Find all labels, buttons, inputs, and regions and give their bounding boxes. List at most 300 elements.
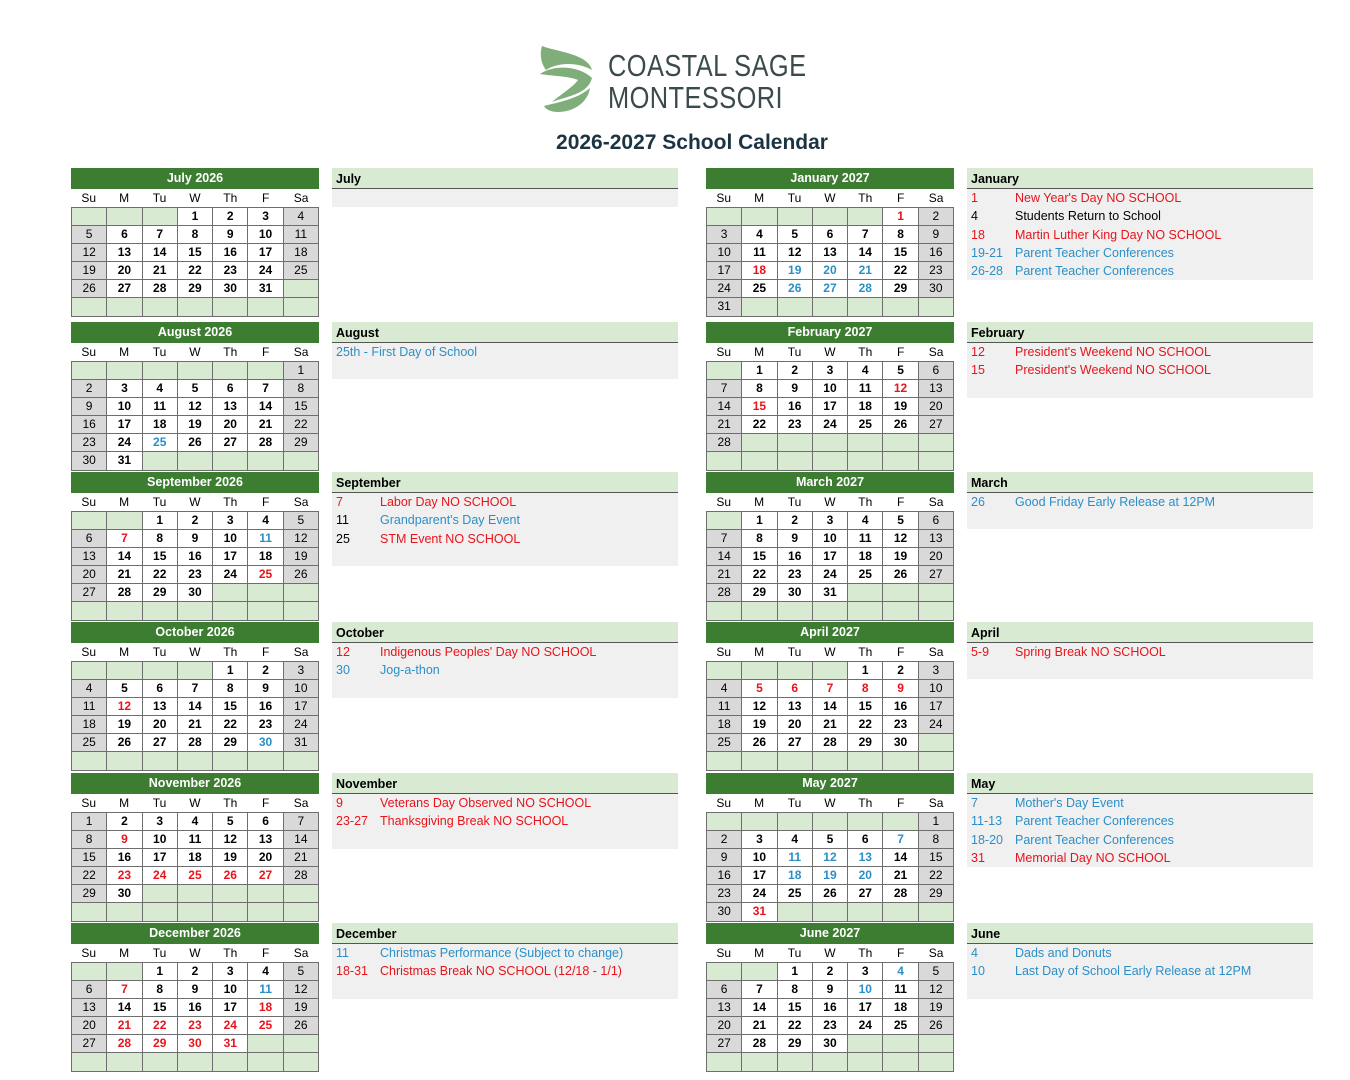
day-cell: 22: [742, 566, 777, 584]
week-row: [72, 1053, 319, 1071]
weekday-label: Sa: [928, 645, 944, 659]
events-month-header: December: [332, 923, 678, 944]
day-cell: 30: [178, 584, 213, 602]
day-cell: [848, 452, 883, 470]
day-cell: [813, 208, 848, 226]
day-cell: 29: [742, 584, 777, 602]
day-cell: 19: [813, 867, 848, 885]
event-item: [332, 794, 678, 812]
event-item: [967, 849, 1313, 867]
day-cell: 8: [72, 831, 107, 849]
day-cell: 1: [72, 813, 107, 831]
day-cell: 17: [248, 244, 283, 262]
event-item: [967, 361, 1313, 379]
weekday-label: Su: [716, 495, 732, 509]
day-cell: [72, 602, 107, 620]
day-cell: [707, 752, 742, 770]
day-cell: 18: [248, 548, 283, 566]
day-cell: 12: [72, 244, 107, 262]
day-cell: 6: [72, 530, 107, 548]
day-cell: 5: [107, 680, 142, 698]
event-text: Jog-a-thon: [380, 663, 440, 678]
weekday-row: [706, 493, 954, 511]
day-cell: 19: [883, 398, 918, 416]
day-cell: 14: [848, 244, 883, 262]
weekday-label: Sa: [293, 191, 309, 205]
day-cell: 22: [778, 1017, 813, 1035]
week-row: [72, 298, 319, 316]
day-cell: 26: [883, 416, 918, 434]
day-cell: 13: [848, 849, 883, 867]
weekday-label: Tu: [787, 191, 802, 205]
day-cell: 24: [213, 566, 248, 584]
day-cell: 26: [178, 434, 213, 452]
event-date: 7: [971, 796, 978, 810]
weekday-label: Su: [716, 645, 732, 659]
day-cell: 7: [248, 380, 283, 398]
week-row: [72, 903, 319, 921]
day-cell: [883, 813, 918, 831]
day-cell: 12: [883, 530, 918, 548]
day-cell: [72, 1053, 107, 1071]
week-row: [72, 680, 319, 698]
week-row: [707, 566, 954, 584]
weekday-label: M: [754, 345, 765, 359]
day-cell: 20: [778, 716, 813, 734]
weekday-label: Sa: [928, 495, 944, 509]
day-cell: [178, 362, 213, 380]
day-cell: 16: [72, 416, 107, 434]
event-item: [967, 831, 1313, 849]
day-cell: 20: [919, 398, 954, 416]
month-calendar-nov-2026: [71, 773, 319, 922]
events-list: [332, 643, 678, 698]
day-cell: [848, 208, 883, 226]
events-month-header: July: [332, 168, 678, 189]
week-row: [707, 280, 954, 298]
day-cell: [848, 813, 883, 831]
day-cell: [107, 602, 142, 620]
day-cell: 10: [107, 398, 142, 416]
day-cell: [848, 1053, 883, 1071]
day-cell: 25: [742, 280, 777, 298]
weekday-label: Sa: [293, 946, 309, 960]
day-cell: 12: [107, 698, 142, 716]
event-date: 7: [336, 495, 343, 509]
day-cell: 19: [107, 716, 142, 734]
day-cell: 23: [778, 566, 813, 584]
day-cell: 5: [778, 226, 813, 244]
events-panel-nov: [332, 773, 678, 849]
weekday-row: [706, 944, 954, 962]
events-spacer: [332, 831, 678, 849]
weekday-label: Th: [223, 191, 238, 205]
events-month-header: February: [967, 322, 1313, 343]
events-panel-aug: [332, 322, 678, 379]
week-row: [72, 530, 319, 548]
day-cell: 26: [883, 566, 918, 584]
day-cell: [178, 452, 213, 470]
day-cell: 12: [883, 380, 918, 398]
week-row: [72, 1017, 319, 1035]
day-cell: 14: [742, 999, 777, 1017]
day-cell: 14: [178, 698, 213, 716]
day-cell: 12: [813, 849, 848, 867]
day-cell: [284, 885, 319, 903]
events-spacer: [967, 380, 1313, 398]
weekday-label: Sa: [293, 645, 309, 659]
day-cell: [72, 362, 107, 380]
day-cell: 9: [813, 981, 848, 999]
day-cell: 5: [813, 831, 848, 849]
event-date: 11-13: [971, 814, 1003, 829]
week-row: [72, 981, 319, 999]
week-row: [707, 662, 954, 680]
event-date: 4: [971, 209, 978, 224]
week-row: [72, 698, 319, 716]
event-date: 12: [971, 345, 985, 359]
day-cell: 28: [883, 885, 918, 903]
month-calendar-may-2027: [706, 773, 954, 922]
day-cell: 2: [107, 813, 142, 831]
day-cell: 3: [213, 512, 248, 530]
day-cell: 3: [919, 662, 954, 680]
day-cell: 4: [248, 963, 283, 981]
events-panel-oct: [332, 622, 678, 698]
day-cell: 11: [883, 981, 918, 999]
day-cell: 15: [883, 244, 918, 262]
day-cell: [813, 752, 848, 770]
event-text: President's Weekend NO SCHOOL: [1015, 363, 1211, 378]
day-cell: [778, 813, 813, 831]
day-cell: [742, 452, 777, 470]
day-cell: [213, 298, 248, 316]
weekday-row: [71, 343, 319, 361]
day-cell: [778, 298, 813, 316]
week-row: [72, 280, 319, 298]
day-cell: 31: [707, 298, 742, 316]
day-cell: 16: [883, 698, 918, 716]
day-cell: [178, 662, 213, 680]
event-text: Parent Teacher Conferences: [1015, 814, 1174, 829]
day-cell: 23: [248, 716, 283, 734]
day-cell: 3: [248, 208, 283, 226]
day-cell: [883, 602, 918, 620]
day-cell: 25: [778, 885, 813, 903]
weekday-label: W: [824, 345, 836, 359]
event-item: [967, 262, 1313, 280]
day-cell: 3: [143, 813, 178, 831]
week-row: [707, 434, 954, 452]
event-date: 10: [971, 964, 985, 979]
day-cell: 16: [107, 849, 142, 867]
weekday-label: W: [189, 796, 201, 810]
day-cell: 1: [213, 662, 248, 680]
day-cell: 4: [284, 208, 319, 226]
weekday-label: M: [119, 345, 130, 359]
day-cell: 30: [813, 1035, 848, 1053]
day-cell: 18: [178, 849, 213, 867]
day-cell: 26: [213, 867, 248, 885]
event-date: 11: [336, 946, 349, 960]
event-item: [332, 944, 678, 962]
day-cell: 25: [848, 566, 883, 584]
day-cell: [248, 1035, 283, 1053]
day-cell: 15: [178, 244, 213, 262]
event-item: [332, 530, 678, 548]
day-cell: 18: [848, 548, 883, 566]
day-cell: [213, 584, 248, 602]
week-row: [707, 981, 954, 999]
month-header: January 2027: [706, 168, 954, 189]
day-cell: 13: [248, 831, 283, 849]
day-cell: 6: [107, 226, 142, 244]
day-cell: 5: [178, 380, 213, 398]
day-cell: 25: [248, 566, 283, 584]
day-cell: [742, 1053, 777, 1071]
day-cell: 29: [213, 734, 248, 752]
day-cell: 13: [72, 999, 107, 1017]
event-date: 26-28: [971, 264, 1003, 279]
day-cell: 30: [248, 734, 283, 752]
day-cell: 1: [143, 512, 178, 530]
week-row: [707, 548, 954, 566]
weekday-label: Tu: [787, 796, 802, 810]
day-cell: 6: [72, 981, 107, 999]
day-cell: 31: [248, 280, 283, 298]
day-cell: 20: [813, 262, 848, 280]
weekday-label: F: [261, 191, 270, 205]
day-cell: 19: [284, 999, 319, 1017]
day-cell: [178, 752, 213, 770]
weekday-label: Tu: [787, 345, 802, 359]
day-cell: 17: [284, 698, 319, 716]
day-cell: 5: [284, 512, 319, 530]
day-cell: [107, 903, 142, 921]
day-cell: 27: [778, 734, 813, 752]
week-row: [72, 548, 319, 566]
day-cell: [883, 452, 918, 470]
day-cell: [178, 602, 213, 620]
day-cell: 21: [742, 1017, 777, 1035]
week-row: [72, 734, 319, 752]
week-row: [707, 208, 954, 226]
day-cell: 17: [707, 262, 742, 280]
day-cell: 18: [883, 999, 918, 1017]
month-header: February 2027: [706, 322, 954, 343]
events-month-header: March: [967, 472, 1313, 493]
day-cell: [883, 584, 918, 602]
day-cell: 10: [707, 244, 742, 262]
day-cell: 28: [107, 584, 142, 602]
weekday-label: M: [119, 796, 130, 810]
day-cell: 3: [284, 662, 319, 680]
weekday-label: W: [189, 345, 201, 359]
day-cell: [178, 885, 213, 903]
day-cell: [284, 280, 319, 298]
day-cell: 10: [248, 226, 283, 244]
day-cell: 13: [707, 999, 742, 1017]
month-header: March 2027: [706, 472, 954, 493]
day-cell: 14: [284, 831, 319, 849]
day-cell: 29: [143, 1035, 178, 1053]
events-spacer: [332, 981, 678, 999]
day-cell: [107, 752, 142, 770]
events-list: [332, 794, 678, 849]
event-item: [332, 493, 678, 511]
day-cell: 15: [143, 999, 178, 1017]
week-row: [707, 867, 954, 885]
day-cell: 12: [178, 398, 213, 416]
event-text: Thanksgiving Break NO SCHOOL: [380, 814, 569, 829]
event-text: President's Weekend NO SCHOOL: [1015, 345, 1211, 359]
event-item: [967, 643, 1313, 661]
day-cell: 20: [248, 849, 283, 867]
weekday-label: Sa: [293, 495, 309, 509]
day-cell: 18: [707, 716, 742, 734]
weekday-label: M: [754, 796, 765, 810]
day-cell: 7: [813, 680, 848, 698]
day-cell: [778, 602, 813, 620]
weekday-label: Tu: [787, 495, 802, 509]
events-list: [967, 189, 1313, 280]
weekday-row: [706, 643, 954, 661]
day-cell: 15: [742, 398, 777, 416]
weekday-row: [706, 343, 954, 361]
week-row: [707, 298, 954, 316]
day-cell: 18: [72, 716, 107, 734]
day-cell: 11: [742, 244, 777, 262]
day-cell: 31: [284, 734, 319, 752]
brand-name-line2: MONTESSORI: [608, 80, 783, 115]
day-cell: 3: [848, 963, 883, 981]
day-cell: [143, 1053, 178, 1071]
day-cell: 6: [143, 680, 178, 698]
weekday-label: Sa: [293, 345, 309, 359]
day-cell: 2: [178, 963, 213, 981]
day-cell: [742, 208, 777, 226]
day-cell: 27: [213, 434, 248, 452]
week-row: [707, 584, 954, 602]
event-text: Students Return to School: [1015, 209, 1161, 224]
day-cell: [742, 298, 777, 316]
event-date: 18-20: [971, 832, 1003, 847]
day-cell: 12: [778, 244, 813, 262]
weekday-label: W: [189, 191, 201, 205]
day-cell: 14: [707, 548, 742, 566]
events-panel-feb: [967, 322, 1313, 398]
day-cell: 17: [813, 398, 848, 416]
day-cell: 20: [107, 262, 142, 280]
month-calendar-jan-2027: [706, 168, 954, 317]
day-cell: 1: [742, 362, 777, 380]
day-cell: 22: [848, 716, 883, 734]
day-cell: 22: [143, 566, 178, 584]
month-calendar-jun-2027: [706, 923, 954, 1072]
day-cell: 17: [848, 999, 883, 1017]
day-cell: 15: [742, 548, 777, 566]
day-cell: [143, 752, 178, 770]
day-cell: 18: [143, 416, 178, 434]
weekday-label: Su: [81, 345, 97, 359]
week-row: [707, 1017, 954, 1035]
weekday-label: F: [896, 495, 905, 509]
events-panel-jun: [967, 923, 1313, 999]
day-cell: 15: [284, 398, 319, 416]
events-panel-jul: [332, 168, 678, 207]
day-cell: 18: [778, 867, 813, 885]
day-cell: 4: [848, 362, 883, 380]
day-cell: 16: [919, 244, 954, 262]
day-cell: 5: [72, 226, 107, 244]
weekday-label: Sa: [928, 796, 944, 810]
day-cell: 29: [883, 280, 918, 298]
day-cell: 2: [813, 963, 848, 981]
day-cell: 25: [284, 262, 319, 280]
day-cell: 27: [919, 566, 954, 584]
day-cell: 9: [707, 849, 742, 867]
event-date: 9: [336, 796, 343, 810]
day-cell: 11: [248, 530, 283, 548]
event-text: Christmas Break NO SCHOOL (12/18 - 1/1): [380, 964, 622, 979]
day-cell: 7: [707, 530, 742, 548]
weekday-label: Su: [716, 796, 732, 810]
day-cell: [883, 1035, 918, 1053]
day-cell: 6: [919, 512, 954, 530]
day-cell: 23: [883, 716, 918, 734]
event-date: 18: [971, 227, 985, 242]
day-cell: [107, 662, 142, 680]
day-cell: 23: [178, 566, 213, 584]
event-item: [967, 962, 1313, 980]
day-cell: [248, 298, 283, 316]
weekday-label: M: [119, 191, 130, 205]
day-cell: [248, 602, 283, 620]
day-cell: [883, 298, 918, 316]
day-cell: 7: [143, 226, 178, 244]
day-cell: 1: [778, 963, 813, 981]
day-grid: [71, 361, 319, 471]
day-cell: [213, 362, 248, 380]
weekday-label: Th: [858, 191, 873, 205]
day-cell: 23: [778, 416, 813, 434]
day-cell: 21: [284, 849, 319, 867]
week-row: [707, 813, 954, 831]
event-date: 5-9: [971, 645, 990, 659]
day-cell: 1: [883, 208, 918, 226]
day-cell: 8: [742, 530, 777, 548]
day-cell: 11: [284, 226, 319, 244]
month-calendar-apr-2027: [706, 622, 954, 771]
day-cell: [883, 752, 918, 770]
day-cell: 28: [143, 280, 178, 298]
event-text: Indigenous Peoples' Day NO SCHOOL: [380, 645, 597, 659]
weekday-label: W: [189, 645, 201, 659]
event-text: STM Event NO SCHOOL: [380, 531, 521, 546]
month-header: October 2026: [71, 622, 319, 643]
events-spacer: [967, 981, 1313, 999]
day-cell: [707, 662, 742, 680]
events-month-header: October: [332, 622, 678, 643]
day-cell: 12: [284, 981, 319, 999]
day-cell: [72, 903, 107, 921]
day-cell: 28: [707, 434, 742, 452]
day-cell: 11: [707, 698, 742, 716]
event-date: 25: [336, 531, 350, 546]
weekday-label: Th: [858, 645, 873, 659]
day-cell: 4: [248, 512, 283, 530]
day-cell: [848, 298, 883, 316]
